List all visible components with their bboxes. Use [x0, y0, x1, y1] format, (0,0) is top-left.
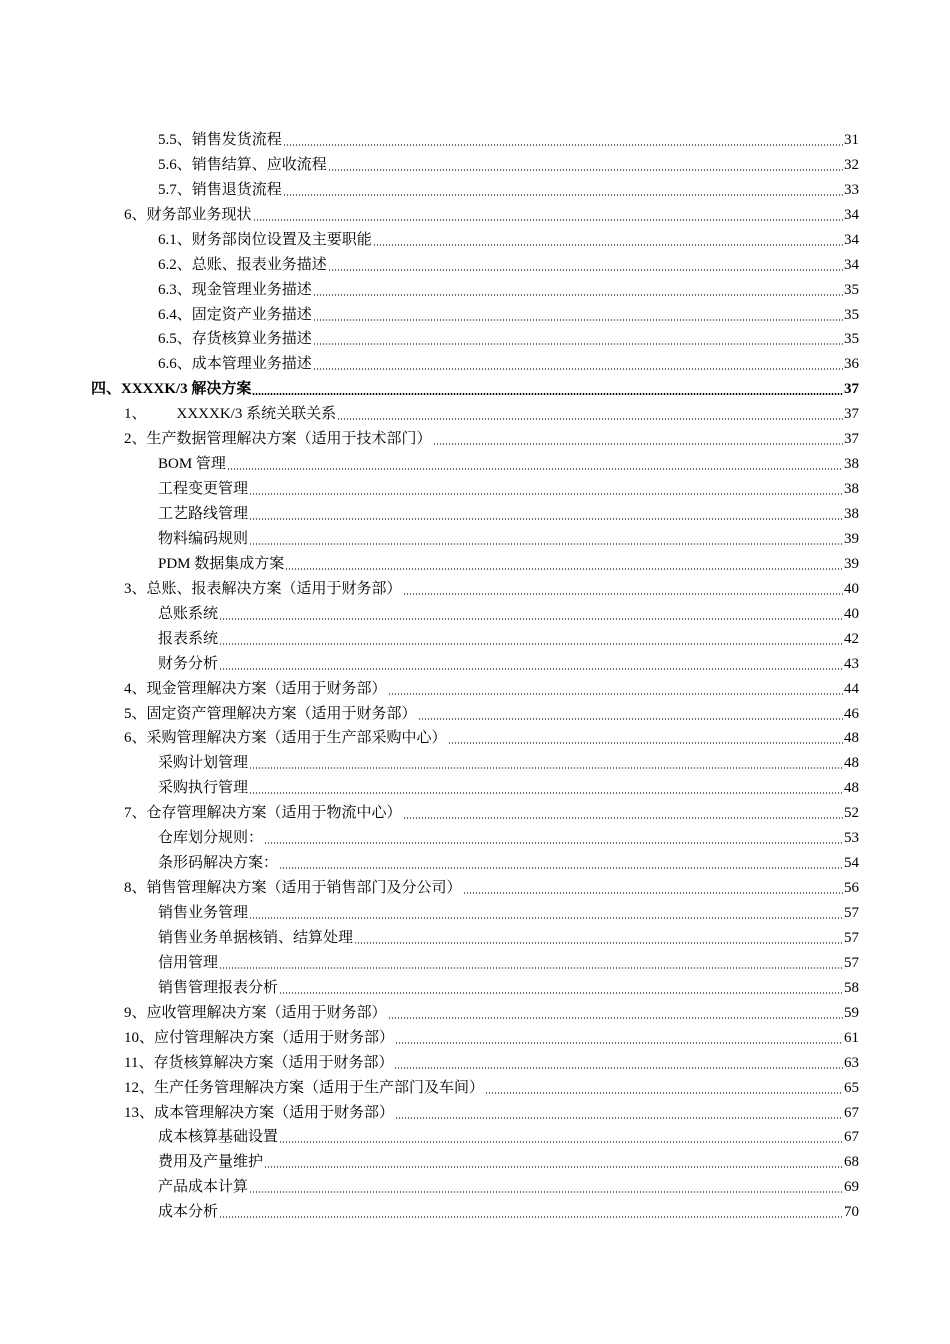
toc-dot-leader — [264, 842, 843, 844]
toc-dot-leader — [433, 443, 843, 445]
toc-entry-title: 报表系统 — [158, 630, 219, 647]
toc-entry-title: 采购执行管理 — [158, 780, 249, 797]
toc-entry[interactable] — [0, 349, 950, 374]
toc-entry-title: 物料编码规则 — [158, 530, 249, 547]
toc-entry-page-number: 57 — [844, 905, 859, 921]
toc-entry-title: 销售管理报表分析 — [158, 979, 279, 996]
toc-entry-title: BOM 管理 — [158, 456, 226, 473]
toc-dot-leader — [249, 493, 843, 495]
toc-entry-title: PDM 数据集成方案 — [158, 555, 285, 572]
toc-entry[interactable] — [0, 250, 950, 275]
toc-entry[interactable] — [0, 1098, 950, 1123]
toc-entry[interactable] — [0, 724, 950, 749]
toc-entry-page-number: 31 — [844, 131, 859, 148]
toc-entry-title: 9、应收管理解决方案（适用于财务部） — [124, 1004, 387, 1021]
toc-entry-title: 总账系统 — [158, 605, 219, 622]
toc-entry[interactable] — [0, 823, 950, 848]
toc-entry-page-number: 43 — [844, 655, 859, 672]
toc-entry-title: 产品成本计算 — [158, 1179, 249, 1196]
toc-entry[interactable] — [0, 225, 950, 250]
toc-entry[interactable] — [0, 624, 950, 649]
toc-entry-page-number: 38 — [844, 456, 859, 473]
toc-dot-leader — [279, 867, 843, 869]
toc-entry-page-number: 34 — [844, 256, 859, 273]
toc-dot-leader — [388, 693, 843, 695]
toc-entry[interactable] — [0, 200, 950, 225]
toc-entry-page-number: 44 — [844, 680, 859, 697]
toc-dot-leader — [373, 244, 843, 246]
toc-entry-page-number: 68 — [844, 1154, 859, 1171]
toc-entry[interactable] — [0, 449, 950, 474]
toc-entry[interactable] — [0, 574, 950, 599]
toc-entry-title: 销售业务管理 — [158, 905, 249, 921]
toc-entry-page-number: 38 — [844, 506, 859, 522]
toc-dot-leader — [253, 219, 843, 221]
toc-entry-title: 工程变更管理 — [158, 481, 249, 498]
toc-entry[interactable] — [0, 599, 950, 624]
toc-entry-title: 采购计划管理 — [158, 755, 249, 772]
toc-dot-leader — [264, 1166, 843, 1168]
toc-entry-page-number: 34 — [844, 206, 859, 223]
toc-entry-page-number: 53 — [844, 830, 859, 847]
toc-dot-leader — [227, 468, 843, 470]
toc-dot-leader — [219, 643, 843, 645]
toc-entry-title: 5.6、销售结算、应收流程 — [158, 156, 327, 173]
toc-entry-page-number: 39 — [844, 530, 859, 547]
toc-entry-page-number: 42 — [844, 630, 859, 647]
toc-entry-title: 仓库划分规则： — [158, 830, 264, 847]
toc-entry[interactable] — [0, 374, 950, 399]
toc-entry-page-number: 35 — [844, 331, 859, 348]
table-of-contents — [0, 125, 950, 1222]
toc-dot-leader — [485, 1092, 843, 1094]
toc-dot-leader — [219, 1216, 843, 1218]
toc-entry-title: 6.5、存货核算业务描述 — [158, 331, 312, 348]
toc-entry-page-number: 67 — [844, 1104, 859, 1121]
toc-dot-leader — [313, 368, 843, 370]
toc-entry-title: 5、固定资产管理解决方案（适用于财务部） — [124, 705, 417, 722]
toc-entry-title: 10、应付管理解决方案（适用于财务部） — [124, 1029, 395, 1046]
toc-dot-leader — [313, 294, 843, 296]
toc-entry[interactable] — [0, 798, 950, 823]
toc-entry-title: 8、销售管理解决方案（适用于销售部门及分公司） — [124, 880, 462, 897]
toc-entry[interactable] — [0, 898, 950, 923]
toc-entry[interactable] — [0, 1123, 950, 1148]
toc-entry-page-number: 46 — [844, 705, 859, 722]
toc-entry-title: 6.4、固定资产业务描述 — [158, 306, 312, 323]
toc-dot-leader — [395, 1117, 843, 1119]
toc-entry-title: 6.2、总账、报表业务描述 — [158, 256, 327, 273]
toc-dot-leader — [313, 343, 843, 345]
toc-entry-page-number: 54 — [844, 855, 859, 872]
toc-entry-title: 工艺路线管理 — [158, 506, 249, 522]
toc-entry[interactable] — [0, 1073, 950, 1098]
toc-dot-leader — [394, 1067, 843, 1069]
toc-dot-leader — [279, 992, 843, 994]
toc-dot-leader — [249, 518, 843, 520]
toc-entry-page-number: 70 — [844, 1204, 859, 1221]
toc-entry-page-number: 35 — [844, 306, 859, 323]
toc-entry-page-number: 59 — [844, 1004, 859, 1021]
toc-entry-page-number: 32 — [844, 156, 859, 173]
toc-entry-title: 6.1、财务部岗位设置及主要职能 — [158, 231, 372, 248]
toc-dot-leader — [252, 393, 843, 395]
toc-entry[interactable] — [0, 399, 950, 424]
toc-entry-page-number: 38 — [844, 481, 859, 498]
toc-entry-title: 财务分析 — [158, 655, 219, 672]
toc-entry-page-number: 58 — [844, 979, 859, 996]
toc-entry-title: 费用及产量维护 — [158, 1154, 264, 1171]
toc-entry[interactable] — [0, 424, 950, 449]
toc-entry[interactable] — [0, 1048, 950, 1073]
toc-entry-title: 6.6、成本管理业务描述 — [158, 356, 312, 373]
toc-entry[interactable] — [0, 275, 950, 300]
toc-entry[interactable] — [0, 998, 950, 1023]
toc-entry-title: 5.7、销售退货流程 — [158, 181, 282, 198]
toc-dot-leader — [249, 1191, 843, 1193]
toc-entry-title: 7、仓存管理解决方案（适用于物流中心） — [124, 805, 402, 822]
toc-entry[interactable] — [0, 125, 950, 150]
toc-entry-title: 13、成本管理解决方案（适用于财务部） — [124, 1104, 395, 1121]
toc-dot-leader — [249, 792, 843, 794]
toc-entry[interactable] — [0, 923, 950, 948]
toc-entry-page-number: 40 — [844, 580, 859, 597]
toc-dot-leader — [354, 942, 843, 944]
toc-entry[interactable] — [0, 973, 950, 998]
toc-entry[interactable] — [0, 848, 950, 873]
toc-entry[interactable] — [0, 499, 950, 524]
toc-entry[interactable] — [0, 549, 950, 574]
toc-entry-page-number: 35 — [844, 281, 859, 298]
toc-dot-leader — [337, 418, 843, 420]
toc-entry-title: 2、生产数据管理解决方案（适用于技术部门） — [124, 431, 432, 448]
toc-entry-title: 6、财务部业务现状 — [124, 206, 252, 223]
toc-dot-leader — [249, 543, 843, 545]
toc-dot-leader — [219, 618, 843, 620]
toc-entry[interactable] — [0, 649, 950, 674]
toc-entry-title: 条形码解决方案： — [158, 855, 279, 872]
toc-entry-page-number: 34 — [844, 231, 859, 248]
toc-entry[interactable] — [0, 1172, 950, 1197]
toc-dot-leader — [403, 593, 843, 595]
toc-dot-leader — [448, 742, 843, 744]
toc-entry-page-number: 39 — [844, 555, 859, 572]
toc-dot-leader — [388, 1017, 843, 1019]
toc-entry-page-number: 48 — [844, 730, 859, 747]
toc-entry-title: 5.5、销售发货流程 — [158, 131, 282, 148]
toc-entry-title: 成本分析 — [158, 1204, 219, 1221]
toc-entry-page-number: 37 — [844, 381, 859, 398]
toc-entry-title: 4、现金管理解决方案（适用于财务部） — [124, 680, 387, 697]
toc-entry[interactable] — [0, 699, 950, 724]
toc-entry-page-number: 69 — [844, 1179, 859, 1196]
toc-dot-leader — [403, 817, 843, 819]
toc-entry[interactable] — [0, 524, 950, 549]
toc-entry-page-number: 48 — [844, 755, 859, 772]
toc-entry-title: 6.3、现金管理业务描述 — [158, 281, 312, 298]
toc-dot-leader — [249, 917, 843, 919]
toc-entry[interactable] — [0, 748, 950, 773]
toc-entry-page-number: 56 — [844, 880, 859, 897]
toc-dot-leader — [328, 169, 843, 171]
toc-entry-page-number: 36 — [844, 356, 859, 373]
toc-entry-title: 信用管理 — [158, 954, 219, 971]
toc-entry[interactable] — [0, 300, 950, 325]
toc-entry-title: 成本核算基础设置 — [158, 1129, 279, 1146]
toc-entry[interactable] — [0, 325, 950, 350]
toc-dot-leader — [279, 1141, 843, 1143]
toc-entry[interactable] — [0, 674, 950, 699]
toc-entry-page-number: 33 — [844, 181, 859, 198]
toc-dot-leader — [328, 269, 843, 271]
toc-entry-page-number: 37 — [844, 406, 859, 423]
toc-entry-page-number: 61 — [844, 1029, 859, 1046]
toc-entry[interactable] — [0, 150, 950, 175]
toc-entry-page-number: 67 — [844, 1129, 859, 1146]
toc-entry-title: 3、总账、报表解决方案（适用于财务部） — [124, 580, 402, 597]
toc-entry-page-number: 63 — [844, 1054, 859, 1071]
toc-entry-page-number: 48 — [844, 780, 859, 797]
toc-dot-leader — [463, 892, 843, 894]
toc-entry-title: 6、采购管理解决方案（适用于生产部采购中心） — [124, 730, 447, 747]
toc-entry[interactable] — [0, 474, 950, 499]
toc-dot-leader — [418, 718, 843, 720]
toc-entry-page-number: 65 — [844, 1079, 859, 1096]
toc-entry-page-number: 37 — [844, 431, 859, 448]
toc-entry[interactable] — [0, 1147, 950, 1172]
toc-dot-leader — [283, 144, 843, 146]
toc-dot-leader — [219, 668, 843, 670]
toc-entry[interactable] — [0, 1197, 950, 1222]
toc-dot-leader — [395, 1042, 843, 1044]
toc-dot-leader — [313, 319, 843, 321]
toc-entry[interactable] — [0, 873, 950, 898]
toc-entry-title: 12、生产任务管理解决方案（适用于生产部门及车间） — [124, 1079, 485, 1096]
toc-dot-leader — [285, 568, 843, 570]
toc-entry-title: 11、存货核算解决方案（适用于财务部） — [124, 1054, 394, 1071]
toc-entry-title: 销售业务单据核销、结算处理 — [158, 929, 354, 946]
toc-dot-leader — [219, 967, 843, 969]
toc-entry-page-number: 57 — [844, 954, 859, 971]
toc-entry-page-number: 52 — [844, 805, 859, 822]
toc-entry-page-number: 40 — [844, 605, 859, 622]
toc-entry-page-number: 57 — [844, 929, 859, 946]
toc-entry-title: 四、XXXXK/3 解决方案 — [91, 381, 252, 398]
toc-entry-title: 1、 XXXXK/3 系统关联关系 — [124, 406, 337, 423]
toc-entry[interactable] — [0, 773, 950, 798]
toc-dot-leader — [283, 194, 843, 196]
toc-dot-leader — [249, 767, 843, 769]
toc-entry[interactable] — [0, 1023, 950, 1048]
toc-entry[interactable] — [0, 175, 950, 200]
toc-entry[interactable] — [0, 948, 950, 973]
